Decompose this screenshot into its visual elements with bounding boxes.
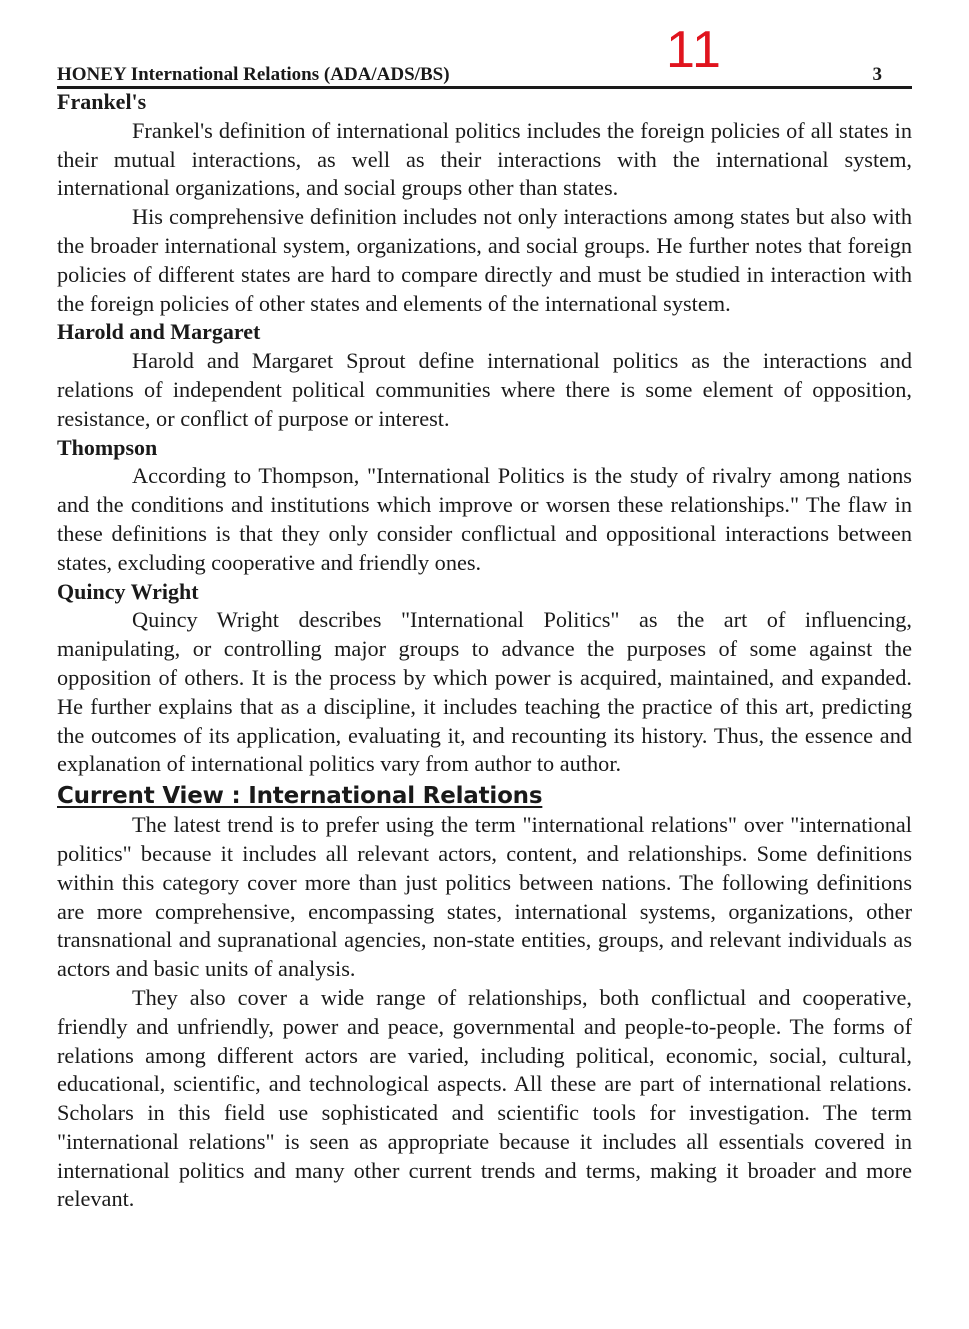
page-marker-overlay: 11 xyxy=(666,21,722,79)
section-thompson xyxy=(57,434,912,578)
section-heading: Harold and Margaret xyxy=(57,319,261,345)
section-quincy-wright xyxy=(57,578,912,780)
paragraph: According to Thompson, "International Politics is the study of rivalry among nations and the conditions and institutions which improve or worsen these relationships." The flaw in these definitions is that they only consider conflictual and oppositional interactions between states, excluding cooperative and friendly ones. xyxy=(57,463,912,575)
paragraph: Harold and Margaret Sprout define international politics as the interactions and relations of independent political communities where there is some element of opposition, resistance, or conflict of purpose or interest. xyxy=(57,348,912,431)
paragraph: Quincy Wright describes "International Politics" as the art of influencing, manipulating, or controlling major groups to advance the purposes of some against the opposition of others. It is the process by which power is acquired, maintained, and expanded. He further explains that as a discipline, it includes teaching the practice of this art, predicting the outcomes of its application, evaluating it, and recounting its history. Thus, the essence and explanation of international politics vary from author to author. xyxy=(57,607,912,777)
paragraph: The latest trend is to prefer using the term "international relations" over "international politics" because it includes all relevant actors, content, and relationships. Some definitions within this category cover more than just politics between nations. The following definitions are more comprehensive, encompassing states, international systems, organizations, other transnational and supranational agencies, non-state entities, groups, and relevant individuals as actors and basic units of analysis. xyxy=(57,812,912,982)
major-heading: Current View : International Relations xyxy=(57,783,543,810)
section-heading: Thompson xyxy=(57,434,158,460)
book-title: HONEY International Relations (ADA/ADS/BS) xyxy=(57,64,450,85)
section-heading: Frankel's xyxy=(57,89,147,114)
page-number: 3 xyxy=(872,64,882,85)
paragraph: Frankel's definition of international politics includes the foreign policies of all states in their mutual interactions, as well as their interactions with the international system, international organizations, and social groups other than states. xyxy=(57,117,912,201)
section-frankel xyxy=(57,88,912,318)
section-heading: Quincy Wright xyxy=(57,578,199,604)
page-content xyxy=(57,88,912,1214)
section-harold-margaret xyxy=(57,318,912,433)
section-current-view xyxy=(57,781,912,1214)
paragraph: His comprehensive definition includes not only interactions among states but also with the broader international system, organizations, and social groups. He further notes that foreign policies of different states are hard to compare directly and must be studied in interaction with the foreign policies of other states and elements of the international system. xyxy=(57,204,912,316)
paragraph: They also cover a wide range of relationships, both conflictual and cooperative, friendly and unfriendly, power and peace, governmental and people-to-people. The forms of relations among different actors are varied, including political, economic, social, cultural, educational, scientific, and technological aspects. All these are part of international relations. Scholars in this field use sophisticated and scientific tools for investigation. The term "international relations" is seen as appropriate because it includes all essentials covered in international politics and many other current trends and terms, making it broader and more relevant. xyxy=(57,984,912,1212)
running-header xyxy=(57,62,912,89)
